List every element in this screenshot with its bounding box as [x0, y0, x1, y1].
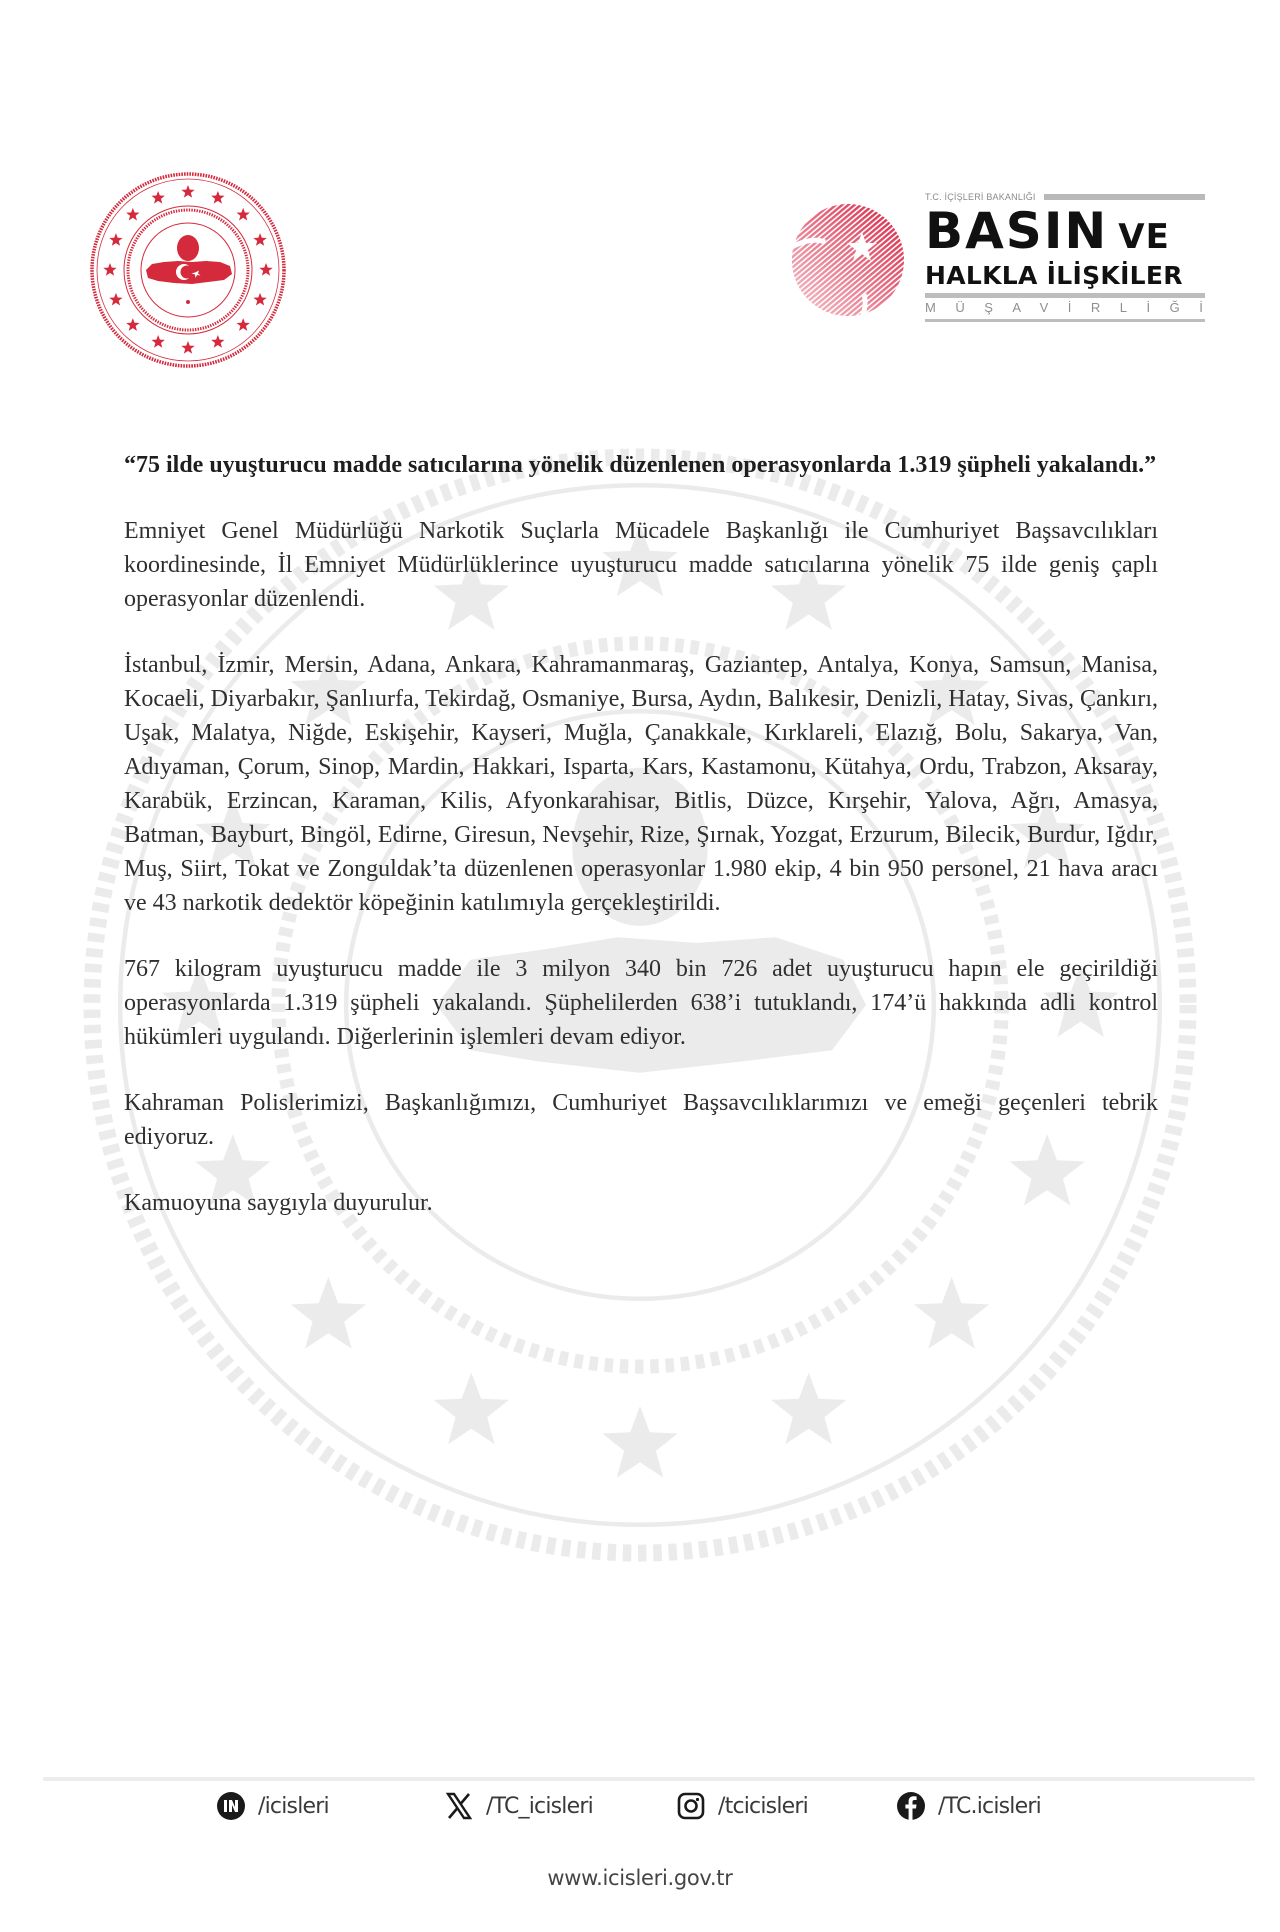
social-link-x[interactable]	[444, 1788, 593, 1824]
seal-star-icon	[291, 1277, 366, 1349]
seal-star-icon	[602, 1406, 677, 1478]
brand-tagline: MÜŞAVİRLİĞİ	[925, 300, 1223, 315]
facebook-handle: /TC.icisleri	[938, 1793, 1041, 1819]
seal-star-icon	[237, 318, 250, 331]
paragraph-operation-summary: Emniyet Genel Müdürlüğü Narkotik Suçlarla Mücadele Başkanlığı ile Cumhuriyet Başsavcılıkları koordinesinde, İl Emniyet Müdürlüklerince uyuşturucu madde satıcılarına yönelik 75 ilde geniş çaplı operasyonlar düzenlendi.	[124, 518, 1158, 612]
seal-star-icon	[181, 185, 194, 198]
seal-star-icon	[211, 191, 224, 204]
seal-star-icon	[181, 341, 194, 354]
brand-subtitle: HALKLA İLİŞKİLER	[925, 261, 1183, 290]
instagram-handle: /tcicisleri	[718, 1793, 808, 1819]
social-link-instagram[interactable]	[676, 1788, 808, 1824]
seal-star-icon	[211, 335, 224, 348]
instagram-icon	[676, 1791, 706, 1821]
seal-star-icon	[237, 208, 250, 221]
seal-star-icon	[151, 191, 164, 204]
seal-star-icon	[109, 233, 122, 246]
seal-star-icon	[253, 293, 266, 306]
footer-divider	[43, 1777, 1255, 1781]
x-handle: /TC_icisleri	[486, 1793, 593, 1819]
brand-superscript: T.C. İÇİŞLERİ BAKANLIĞI	[925, 192, 1036, 202]
paragraph-congratulations: Kahraman Polislerimizi, Başkanlığımızı, Cumhuriyet Başsavcılıklarımızı ve emeği geçenleri tebrik ediyoruz.	[124, 1090, 1158, 1150]
brand-title-suffix: VE	[1118, 217, 1170, 257]
press-office-logo	[780, 190, 1223, 330]
brand-title: BASIN	[925, 202, 1109, 260]
seal-star-icon	[253, 233, 266, 246]
press-release-body	[124, 448, 1158, 1252]
ministry-seal-logo	[88, 170, 288, 370]
seal-star-icon	[771, 1373, 846, 1445]
brand-divider	[925, 319, 1205, 322]
paragraph-provinces: İstanbul, İzmir, Mersin, Adana, Ankara, Kahramanmaraş, Gaziantep, Antalya, Konya, Samsun, Manisa, Kocaeli, Diyarbakır, Şanlıurfa, Tekirdağ, Osmaniye, Bursa, Aydın, Balıkesir, Denizli, Hatay, Sivas, Çankırı, Uşak, Malatya, Niğde, Eskişehir, Kayseri, Muğla, Çanakkale, Kırklareli, Elazığ, Bolu, Sakarya, Van, Adıyaman, Çorum, Sinop, Mardin, Hakkari, Isparta, Kars, Kastamonu, Kütahya, Ordu, Trabzon, Aksaray, Karabük, Erzincan, Karaman, Kilis, Afyonkarahisar, Bitlis, Düzce, Kırşehir, Yalova, Ağrı, Amasya, Batman, Bayburt, Bingöl, Edirne, Giresun, Nevşehir, Rize, Şırnak, Yozgat, Erzurum, Bilecik, Burdur, Iğdır, Muş, Siirt, Tokat ve Zonguldak’ta düzenlenen operasyonlar 1.980 ekip, 4 bin 950 personel, 21 hava aracı ve 43 narkotik dedektör köpeğinin katılımıyla gerçekleştirildi.	[124, 652, 1158, 916]
nsosyal-icon	[216, 1791, 246, 1821]
social-link-nsosyal[interactable]	[216, 1788, 329, 1824]
seal-star-icon	[126, 318, 139, 331]
seal-star-icon	[259, 263, 272, 276]
brand-divider	[1044, 194, 1205, 200]
seal-star-icon	[151, 335, 164, 348]
social-link-facebook[interactable]	[896, 1788, 1041, 1824]
website-link[interactable]: www.icisleri.gov.tr	[547, 1866, 733, 1890]
x-icon	[444, 1791, 474, 1821]
paragraph-closing: Kamuoyuna saygıyla duyurulur.	[124, 1190, 433, 1216]
seal-star-icon	[103, 263, 116, 276]
paragraph-seizure-results: 767 kilogram uyuşturucu madde ile 3 milyon 340 bin 726 adet uyuşturucu hapın ele geçirildiği operasyonlarda 1.319 şüpheli yakalandı. Şüphelilerden 638’i tutuklandı, 174’ü hakkında adli kontrol hükümleri uygulandı. Diğerlerinin işlemleri devam ediyor.	[124, 956, 1158, 1050]
seal-star-icon	[109, 293, 122, 306]
press-release-title: “75 ilde uyuşturucu madde satıcılarına yönelik düzenlenen operasyonlarda 1.319 şüpheli yakalandı.”	[124, 452, 1157, 478]
nsosyal-handle: /icisleri	[258, 1793, 329, 1819]
crescent-star-mark-icon	[780, 198, 910, 328]
seal-star-icon	[126, 208, 139, 221]
facebook-icon	[896, 1791, 926, 1821]
seal-star-icon	[434, 1373, 509, 1445]
seal-star-icon	[914, 1277, 989, 1349]
